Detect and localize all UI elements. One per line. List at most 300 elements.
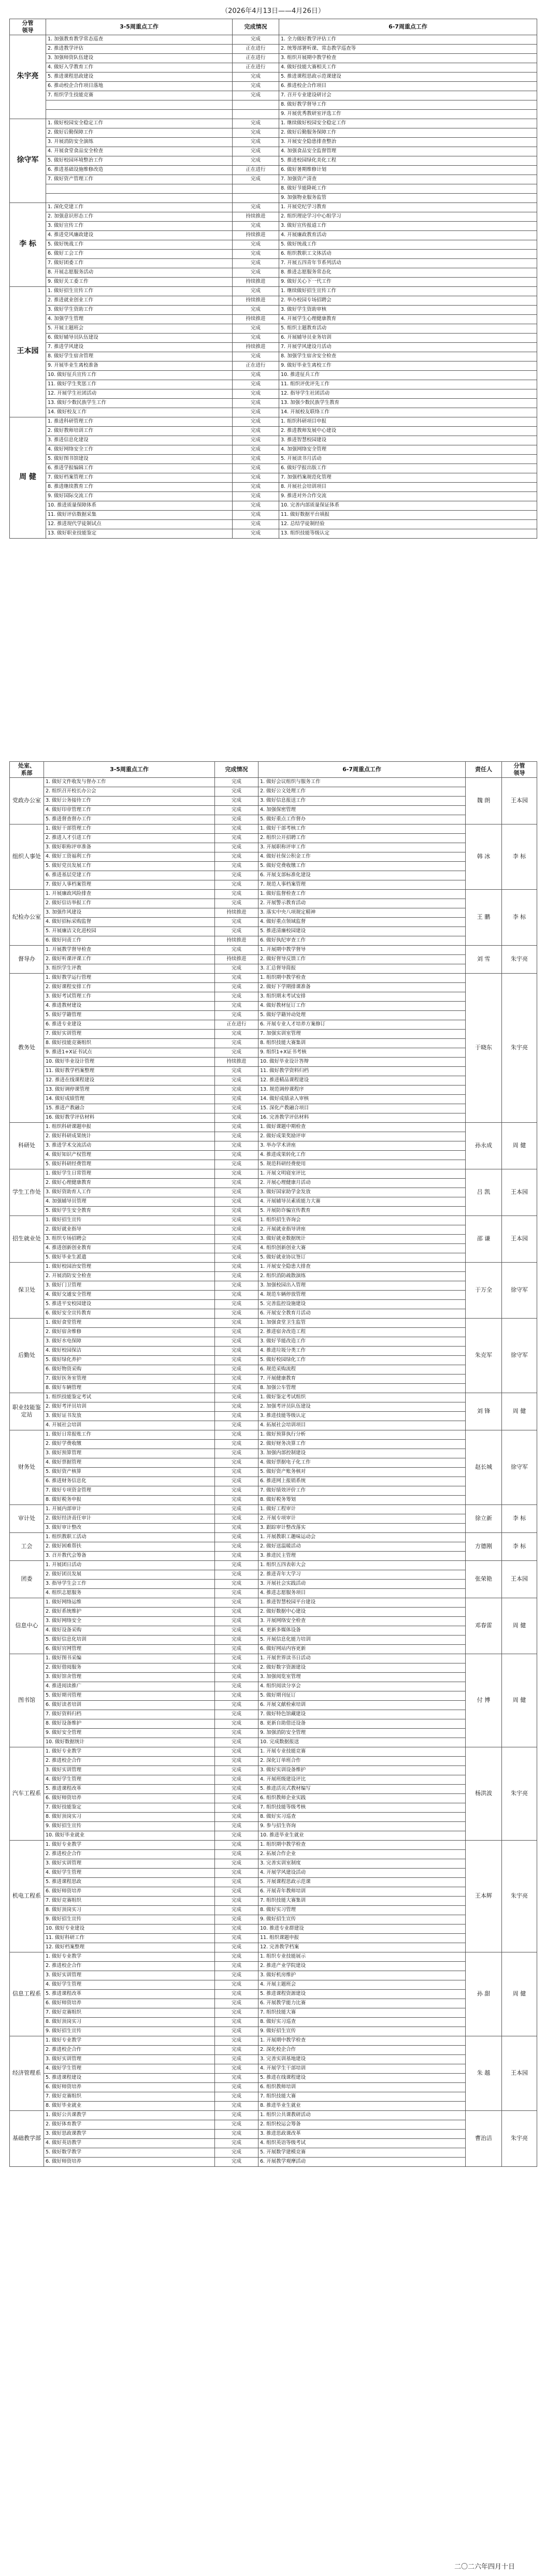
work-3-5: 4. 做好票据管理	[44, 1458, 215, 1467]
table-row	[10, 1150, 537, 1160]
table-row	[10, 1393, 537, 1402]
work-6-7: 6. 开展教学观摩活动	[258, 2157, 466, 2166]
table-row	[10, 1402, 537, 1411]
work-3-5: 1. 深化党建工作	[46, 202, 233, 212]
status-cell: 完成	[215, 796, 258, 805]
department-name: 组织人事处	[10, 824, 44, 889]
table-row	[10, 519, 537, 529]
work-6-7: 5. 开展防诈骗宣传教育	[258, 1206, 466, 1215]
work-3-5: 3. 推进学术交流活动	[44, 1141, 215, 1150]
work-3-5: 8. 做好车辆管理	[44, 1383, 215, 1393]
table-row	[10, 880, 537, 889]
status-cell: 完成	[215, 1821, 258, 1831]
table-row	[10, 2157, 537, 2166]
table-row	[10, 936, 537, 945]
work-3-5: 3. 做好资助育人工作	[44, 1188, 215, 1197]
work-3-5: 7. 做好团委工作	[46, 258, 233, 268]
work-3-5: 7. 做好专项资金管理	[44, 1486, 215, 1495]
work-3-5: 11. 做好学生奖惩工作	[46, 380, 233, 389]
work-6-7: 1. 全力做好教学评估工作	[279, 35, 537, 44]
work-6-7: 1. 开展期中教学检查	[258, 2036, 466, 2045]
status-cell: 完成	[215, 1775, 258, 1784]
work-6-7: 2. 做好督导反馈工作	[258, 954, 466, 964]
status-cell: 完成	[215, 1831, 258, 1840]
work-3-5: 2. 做好系统维护	[44, 1607, 215, 1616]
status-cell: 完成	[215, 1784, 258, 1793]
table-row	[10, 964, 537, 973]
table-row	[10, 2045, 537, 2054]
work-6-7: 10. 推进毕业生就业	[258, 1831, 466, 1840]
work-3-5: 3. 加强作风建设	[44, 908, 215, 917]
work-3-5: 12. 推进在线课程建设	[44, 1076, 215, 1085]
work-3-5: 5. 做好学籍管理	[44, 1010, 215, 1020]
work-6-7: 1. 开展文明寝室评比	[258, 1169, 466, 1178]
table-row	[10, 1271, 537, 1281]
table-row	[10, 258, 537, 268]
col-header-work67: 6-7周重点工作	[279, 19, 537, 35]
status-cell: 完成	[233, 482, 279, 491]
work-6-7: 5. 推进清廉校园建设	[258, 927, 466, 936]
department-name: 督导办	[10, 945, 44, 973]
table-row	[10, 1318, 537, 1327]
work-6-7: 3. 推进民主管理	[258, 1551, 466, 1560]
work-6-7: 7. 加强资产清查	[279, 175, 537, 184]
status-cell: 完成	[215, 1132, 258, 1141]
table-row	[10, 296, 537, 305]
work-6-7: 6. 做好网站内容更新	[258, 1644, 466, 1654]
work-6-7: 7. 组织技能大赛集训	[258, 1896, 466, 1905]
work-6-7: 2. 拓展合作企业	[258, 1849, 466, 1859]
work-6-7: 3. 完善实训室制度	[258, 1859, 466, 1868]
work-6-7: 3. 做好就业数据统计	[258, 1234, 466, 1243]
table-row	[10, 277, 537, 286]
work-3-5: 6. 做好物资采购	[44, 1365, 215, 1374]
status-cell: 完成	[215, 1393, 258, 1402]
status-cell: 完成	[215, 1383, 258, 1393]
responsible-person: 刘 雪	[466, 945, 502, 973]
department-name: 审计处	[10, 1504, 44, 1532]
work-6-7: 1. 推进智慧校园平台建设	[258, 1598, 466, 1607]
work-3-5: 6. 推动校企合作项目落地	[46, 81, 233, 91]
table-row	[10, 510, 537, 519]
table-row	[10, 2036, 537, 2045]
work-6-7: 7. 组织技能大赛	[258, 2008, 466, 2017]
work-6-7: 6. 开展辅导员业务培训	[279, 333, 537, 342]
status-cell: 完成	[215, 1504, 258, 1514]
table-row	[10, 370, 537, 380]
work-6-7: 2. 开展心理健康月活动	[258, 1178, 466, 1188]
table-row	[10, 1728, 537, 1738]
status-cell: 完成	[215, 1281, 258, 1290]
status-cell: 完成	[215, 1765, 258, 1775]
work-6-7: 7. 做好特色馆藏建设	[258, 1710, 466, 1719]
leader-work-table	[9, 19, 537, 539]
work-3-5: 2. 做好经济责任审计	[44, 1514, 215, 1523]
department-name: 纪检办公室	[10, 889, 44, 945]
work-3-5	[46, 193, 233, 202]
status-cell: 完成	[233, 426, 279, 436]
work-6-7: 4. 开展学生干部培训	[258, 2064, 466, 2073]
work-3-5: 2. 做好困难帮扶	[44, 1542, 215, 1551]
col-header-work35: 3-5周重点工作	[46, 19, 233, 35]
work-6-7: 6. 做好执纪审查工作	[258, 936, 466, 945]
work-3-5: 5. 推进课程思政	[44, 1877, 215, 1887]
work-6-7: 3. 做好宣传报道工作	[279, 221, 537, 230]
work-3-5: 3. 做好思政课教学	[44, 2129, 215, 2138]
status-cell: 完成	[233, 491, 279, 501]
status-cell: 完成	[215, 1663, 258, 1672]
work-6-7: 16. 完善教学评估材料	[258, 1113, 466, 1122]
status-cell: 完成	[215, 1840, 258, 1849]
table-row	[10, 1999, 537, 2008]
responsible-person: 朱 越	[466, 2036, 502, 2110]
supervising-leader: 王本园	[502, 777, 537, 824]
leader-name: 徐守军	[10, 119, 46, 202]
work-3-5: 1. 做好文件收发与督办工作	[44, 777, 215, 787]
work-6-7: 4. 推进志愿服务项目	[258, 1588, 466, 1598]
status-cell: 完成	[233, 417, 279, 426]
table-row	[10, 1542, 537, 1551]
supervising-leader: 王本园	[502, 1215, 537, 1262]
work-3-5: 4. 组织志愿服务	[44, 1588, 215, 1598]
work-3-5: 1. 做好干部管理工作	[44, 824, 215, 833]
status-cell: 完成	[233, 454, 279, 464]
status-cell: 完成	[215, 1234, 258, 1243]
responsible-person: 王本辉	[466, 1840, 502, 1952]
col-header-leader: 分管 领导	[502, 762, 537, 778]
work-3-5	[46, 184, 233, 193]
work-6-7: 5. 做好资产账务核对	[258, 1467, 466, 1477]
table-row	[10, 1243, 537, 1253]
table-row	[10, 1411, 537, 1421]
work-6-7: 4. 更新多媒体设备	[258, 1626, 466, 1635]
table-row	[10, 1588, 537, 1598]
work-3-5: 6. 推进基础设施维修改造	[46, 165, 233, 175]
table-row	[10, 1486, 537, 1495]
footer-date: 二〇二六年四月十日	[454, 2563, 515, 2571]
status-cell: 持续推进	[233, 296, 279, 305]
work-3-5: 5. 做好党员发展工作	[44, 861, 215, 871]
work-3-5: 2. 做好团员发展	[44, 1570, 215, 1579]
status-cell: 完成	[215, 1635, 258, 1644]
work-3-5: 2. 做好宿舍维修	[44, 1327, 215, 1337]
responsible-person: 刘 锋	[466, 1393, 502, 1430]
work-3-5: 5. 推进课程建设	[44, 2073, 215, 2082]
department-work-table	[9, 761, 537, 2167]
table-row	[10, 212, 537, 221]
leader-name: 王本园	[10, 286, 46, 417]
table-row	[10, 1309, 537, 1318]
status-cell: 完成	[233, 119, 279, 128]
table-row	[10, 1607, 537, 1616]
work-6-7: 4. 做好教材征订工作	[258, 1001, 466, 1010]
table-row	[10, 1188, 537, 1197]
status-cell: 完成	[215, 992, 258, 1001]
work-6-7: 2. 推进宿舍改造工程	[258, 1327, 466, 1337]
work-3-5: 1. 做好食堂管理	[44, 1318, 215, 1327]
work-6-7: 9. 加强物业服务监管	[279, 193, 537, 202]
status-cell: 完成	[233, 258, 279, 268]
department-name: 经济管理系	[10, 2036, 44, 2110]
status-cell: 完成	[215, 1262, 258, 1271]
status-cell: 完成	[233, 473, 279, 482]
work-3-5: 2. 开展消防安全检查	[44, 1271, 215, 1281]
table-row	[10, 361, 537, 370]
status-cell: 完成	[215, 1337, 258, 1346]
status-cell: 完成	[215, 2064, 258, 2073]
status-cell: 完成	[215, 1924, 258, 1933]
status-cell: 完成	[233, 380, 279, 389]
table-row	[10, 1374, 537, 1383]
work-6-7: 3. 加强校园出入管理	[258, 1281, 466, 1290]
status-cell: 持续推进	[215, 936, 258, 945]
work-3-5: 6. 做好问责工作	[44, 936, 215, 945]
work-6-7: 5. 做好校园绿化工作	[258, 1355, 466, 1365]
responsible-person: 韩 冰	[466, 824, 502, 889]
table-row	[10, 221, 537, 230]
table-row	[10, 1467, 537, 1477]
work-3-5: 1. 做好校园治安管理	[44, 1262, 215, 1271]
work-3-5: 9. 做好安全管理	[44, 1728, 215, 1738]
work-6-7: 2. 组织消防疏散演练	[258, 1271, 466, 1281]
work-6-7: 10. 推进征兵工作	[279, 370, 537, 380]
work-6-7: 13. 组织技能等级认定	[279, 529, 537, 538]
table-row	[10, 128, 537, 137]
work-3-5: 7. 做好人事档案管理	[44, 880, 215, 889]
work-3-5: 5. 做好毕业生派遣	[44, 1253, 215, 1262]
table-row	[10, 1178, 537, 1188]
work-6-7: 4. 开展辅导员素质能力大赛	[258, 1197, 466, 1206]
table-row	[10, 1029, 537, 1038]
table-row	[10, 165, 537, 175]
department-name: 信息中心	[10, 1598, 44, 1654]
department-name: 信息工程系	[10, 1952, 44, 2036]
work-3-5: 6. 做好师资培养	[44, 2157, 215, 2166]
table-row	[10, 2092, 537, 2101]
department-name: 职业技能鉴定站	[10, 1393, 44, 1430]
status-cell: 完成	[215, 2017, 258, 2027]
status-cell: 完成	[215, 1402, 258, 1411]
table-row	[10, 1337, 537, 1346]
status-cell: 完成	[215, 2008, 258, 2017]
work-6-7: 3. 跟踪审计整改落实	[258, 1523, 466, 1532]
work-6-7: 2. 做好送温暖活动	[258, 1542, 466, 1551]
responsible-person: 朱克军	[466, 1318, 502, 1393]
work-6-7: 5. 推进课程资源建设	[258, 1989, 466, 1999]
status-cell: 完成	[215, 1346, 258, 1355]
status-cell: 完成	[233, 510, 279, 519]
table-row	[10, 1747, 537, 1756]
table-row	[10, 230, 537, 240]
table-row	[10, 109, 537, 119]
table-row	[10, 1160, 537, 1169]
work-6-7: 5. 做好重点工作督办	[258, 815, 466, 824]
work-6-7: 2. 统筹部署听课、常态教学巡查等	[279, 44, 537, 53]
work-6-7: 2. 做好数据中心建设	[258, 1607, 466, 1616]
work-6-7: 11. 做好数据平台填报	[279, 510, 537, 519]
status-cell: 完成	[215, 1607, 258, 1616]
work-6-7: 6. 推进校企合作项目	[279, 81, 537, 91]
work-6-7: 14. 开展校友联络工作	[279, 408, 537, 417]
work-3-5: 3. 做好馆舍管理	[44, 1672, 215, 1682]
work-3-5: 2. 做好科研成果统计	[44, 1132, 215, 1141]
status-cell: 完成	[215, 1877, 258, 1887]
work-6-7: 15. 深化产教融合项目	[258, 1104, 466, 1113]
work-6-7: 4. 做好票据电子化工作	[258, 1458, 466, 1467]
status-cell: 完成	[215, 2092, 258, 2101]
status-cell: 完成	[215, 1523, 258, 1532]
table-header-row	[10, 762, 537, 778]
status-cell: 完成	[215, 1001, 258, 1010]
table-row	[10, 1076, 537, 1085]
work-6-7: 4. 开展学风建设活动	[258, 1868, 466, 1877]
supervising-leader: 周 健	[502, 1654, 537, 1747]
work-3-5: 2. 做好后勤保障工作	[46, 128, 233, 137]
work-6-7: 12. 推进精品课程建设	[258, 1076, 466, 1085]
work-6-7: 6. 组织教师企业实践	[258, 1793, 466, 1803]
work-6-7: 2. 深化订单班合作	[258, 1756, 466, 1765]
table-row	[10, 380, 537, 389]
status-cell: 完成	[215, 1989, 258, 1999]
work-3-5: 1. 推进科研管理工作	[46, 417, 233, 426]
work-3-5: 8. 做好学生宿舍管理	[46, 352, 233, 361]
table-row	[10, 1700, 537, 1710]
work-3-5: 8. 做好税务申报	[44, 1495, 215, 1504]
work-6-7: 2. 做好后勤服务保障工作	[279, 128, 537, 137]
work-3-5: 10. 推进质量保障体系	[46, 501, 233, 510]
table-row	[10, 1682, 537, 1691]
work-3-5: 6. 做好师资培养	[44, 1999, 215, 2008]
leader-name: 周 健	[10, 417, 46, 538]
table-row	[10, 1299, 537, 1309]
responsible-person: 方德刚	[466, 1532, 502, 1560]
work-3-5: 5. 做好学生安全教育	[44, 1206, 215, 1215]
work-6-7: 3. 开展社会实践活动	[258, 1579, 466, 1588]
status-cell: 完成	[215, 2082, 258, 2092]
status-cell: 完成	[233, 408, 279, 417]
work-3-5: 1. 做好网络运维	[44, 1598, 215, 1607]
work-3-5: 11. 做好科研工作	[44, 1933, 215, 1943]
table-row	[10, 1765, 537, 1775]
table-row	[10, 1738, 537, 1747]
work-3-5: 6. 推进财务信息化	[44, 1477, 215, 1486]
table-row	[10, 1514, 537, 1523]
work-6-7: 4. 组织英语等级考试	[258, 2138, 466, 2148]
supervising-leader: 徐守军	[502, 1262, 537, 1318]
status-cell: 完成	[215, 1644, 258, 1654]
table-row	[10, 1551, 537, 1560]
status-cell: 完成	[215, 1271, 258, 1281]
status-cell: 完成	[215, 1961, 258, 1971]
supervising-leader: 李 标	[502, 1532, 537, 1560]
status-cell: 完成	[215, 982, 258, 992]
work-3-5: 1. 做好图书采编	[44, 1654, 215, 1663]
work-6-7: 4. 组织创新创业大赛	[258, 1243, 466, 1253]
work-6-7: 2. 做好成果奖励评审	[258, 1132, 466, 1141]
status-cell: 完成	[233, 370, 279, 380]
work-6-7: 9. 开展优秀教研室评选工作	[279, 109, 537, 119]
work-6-7: 8. 推进志愿服务常态化	[279, 268, 537, 277]
work-6-7: 9. 推进对外合作交流	[279, 491, 537, 501]
table-row	[10, 1644, 537, 1654]
work-3-5: 9. 推进1+X证书试点	[44, 1048, 215, 1057]
table-row	[10, 2138, 537, 2148]
col-header-person: 责任人	[466, 762, 502, 778]
work-6-7: 9. 做好毕业生离校工作	[279, 361, 537, 370]
work-3-5: 3. 做好实训管理	[44, 2054, 215, 2064]
work-6-7: 4. 做好技能大赛相关工作	[279, 63, 537, 72]
table-row	[10, 1821, 537, 1831]
work-3-5: 8. 开展志愿服务活动	[46, 268, 233, 277]
status-cell: 完成	[215, 871, 258, 880]
work-3-5: 4. 做好交通安全管理	[44, 1290, 215, 1299]
work-3-5: 4. 做好学生管理	[44, 1980, 215, 1989]
work-6-7: 4. 推进成果转化工作	[258, 1150, 466, 1160]
table-row	[10, 1598, 537, 1607]
table-row	[10, 787, 537, 796]
work-6-7: 8. 推进毕业生就业	[258, 2101, 466, 2110]
work-6-7: 7. 加强实训室管理	[258, 1029, 466, 1038]
status-cell: 完成	[233, 91, 279, 100]
status-cell: 完成	[215, 2036, 258, 2045]
status-cell: 完成	[233, 81, 279, 91]
work-6-7: 12. 完善教学档案	[258, 1943, 466, 1952]
work-3-5: 2. 做好课程安排工作	[44, 982, 215, 992]
work-3-5: 7. 做好资料归档	[44, 1710, 215, 1719]
table-row	[10, 202, 537, 212]
table-row	[10, 2054, 537, 2064]
status-cell: 完成	[215, 1933, 258, 1943]
work-6-7: 4. 做好社保公积金工作	[258, 852, 466, 861]
work-6-7: 2. 推进青年大学习	[258, 1570, 466, 1579]
work-6-7: 4. 开展学生心理健康教育	[279, 314, 537, 324]
supervising-leader: 李 标	[502, 1504, 537, 1532]
work-3-5: 11. 做好教学档案整理	[44, 1066, 215, 1076]
work-3-5: 6. 做好师资培养	[44, 1793, 215, 1803]
status-cell: 完成	[215, 973, 258, 982]
table-row	[10, 1141, 537, 1150]
work-6-7: 2. 深化校企合作	[258, 2045, 466, 2054]
status-cell: 完成	[233, 352, 279, 361]
work-3-5: 4. 推进教材建设	[44, 1001, 215, 1010]
table-row	[10, 2148, 537, 2157]
work-3-5: 7. 做好资产管理工作	[46, 175, 233, 184]
table-row	[10, 973, 537, 982]
table-row	[10, 889, 537, 899]
table-row	[10, 342, 537, 352]
work-6-7: 1. 组织招生咨询会	[258, 1215, 466, 1225]
work-3-5: 3. 做好门卫管理	[44, 1281, 215, 1290]
table-row	[10, 249, 537, 258]
status-cell: 完成	[215, 1243, 258, 1253]
work-3-5: 12. 推进现代学徒制试点	[46, 519, 233, 529]
status-cell: 完成	[215, 1859, 258, 1868]
status-cell: 完成	[215, 1421, 258, 1430]
table-row	[10, 982, 537, 992]
work-6-7: 6. 规范采购流程	[258, 1365, 466, 1374]
table-row	[10, 1877, 537, 1887]
supervising-leader: 徐守军	[502, 1318, 537, 1393]
responsible-person: 孙永成	[466, 1122, 502, 1169]
status-cell	[233, 193, 279, 202]
work-6-7: 2. 开展就业指导讲座	[258, 1225, 466, 1234]
work-3-5: 3. 做好实训管理	[44, 1859, 215, 1868]
table-row	[10, 1719, 537, 1728]
work-3-5: 7. 做好竞赛组织	[44, 1896, 215, 1905]
table-row	[10, 908, 537, 917]
status-cell: 完成	[215, 1700, 258, 1710]
work-6-7: 1. 做好工程审计	[258, 1504, 466, 1514]
